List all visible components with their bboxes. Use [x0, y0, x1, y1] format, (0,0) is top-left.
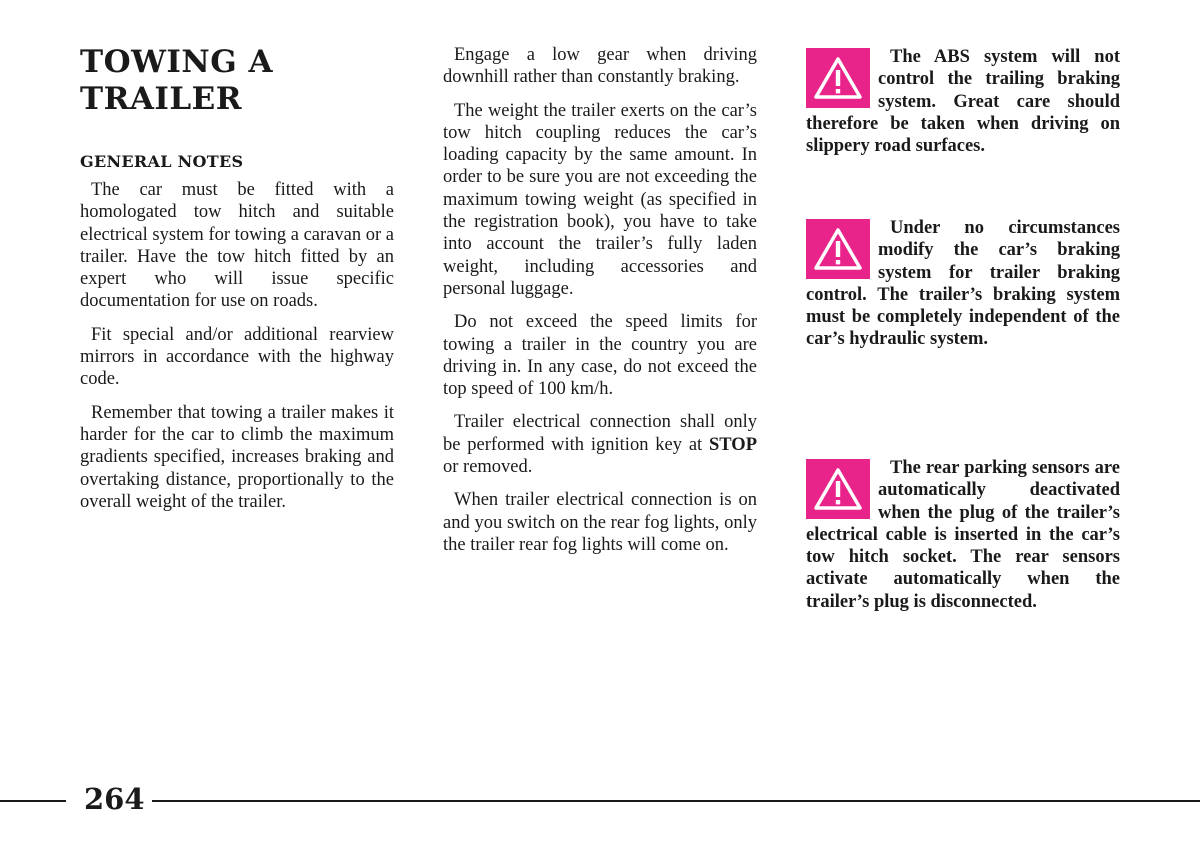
- page-number: 264: [84, 782, 145, 816]
- warning-text: The rear parking sensors are automatically deactivated when the plug of the trailer’s electrical cable is inserted in the car’s tow hitch socket. The rear sensors activate automatically when the trailer’s plug is disconnected.: [806, 458, 1120, 612]
- paragraph: When trailer electrical connection is on and you switch on the rear fog lights, only the trailer rear fog lights will come on.: [443, 490, 757, 555]
- warning-text: The ABS system will not control the trailing braking system. Great care should therefore be taken when driving on slippery road surfaces.: [806, 47, 1120, 157]
- warning-box-braking: [806, 217, 1120, 351]
- paragraph: Remember that towing a trailer makes it harder for the car to climb the maximum gradients specified, increases braking and overtaking distance, proportionally to the overall weight of the trailer.: [80, 402, 394, 512]
- paragraph-connection: [443, 411, 757, 478]
- page-title-line1: TOWING A: [80, 44, 274, 80]
- stop-key-label: STOP: [709, 434, 757, 455]
- left-column: [80, 44, 394, 524]
- warning-box-parking-sensors: [806, 457, 1120, 613]
- warning-box-abs: [806, 46, 1120, 157]
- warning-text: Under no circumstances modify the car’s braking system for trailer braking control. The trailer’s braking system must be completely independent of the car’s hydraulic system.: [806, 218, 1120, 350]
- connection-text-end: or removed.: [443, 457, 533, 478]
- paragraph: The weight the trailer exerts on the car’s tow hitch coupling reduces the car’s loading capacity by the same amount. In order to be sure you are not exceeding the maximum towing weight (as specified in the registration book), you have to take into account the trailer’s fully laden weight, including accessories and personal luggage.: [443, 100, 757, 299]
- page-title-line2: TRAILER: [80, 81, 243, 117]
- middle-column: [443, 44, 757, 567]
- paragraph: The car must be fitted with a homologated tow hitch and suitable electrical system for towing a caravan or a trailer. Have the tow hitch fitted by an expert who will issue specific documentation for use on roads.: [80, 180, 394, 312]
- paragraph: Engage a low gear when driving downhill rather than constantly braking.: [443, 45, 757, 88]
- connection-text: Trailer electrical connection shall only be performed with ignition key at: [443, 412, 757, 455]
- paragraph: Do not exceed the speed limits for towing a trailer in the country you are driving in. In any case, do not exceed the top speed of 100 km/h.: [443, 312, 757, 400]
- warning-triangle-icon: [806, 459, 870, 519]
- warning-triangle-icon: [806, 219, 870, 279]
- page-title: [80, 44, 394, 118]
- footer-rule-left: [0, 800, 66, 802]
- warning-triangle-icon: [806, 48, 870, 108]
- paragraph: Fit special and/or additional rearview mirrors in accordance with the highway code.: [80, 324, 394, 390]
- section-heading: GENERAL NOTES: [80, 152, 244, 171]
- footer-rule-right: [152, 800, 1200, 802]
